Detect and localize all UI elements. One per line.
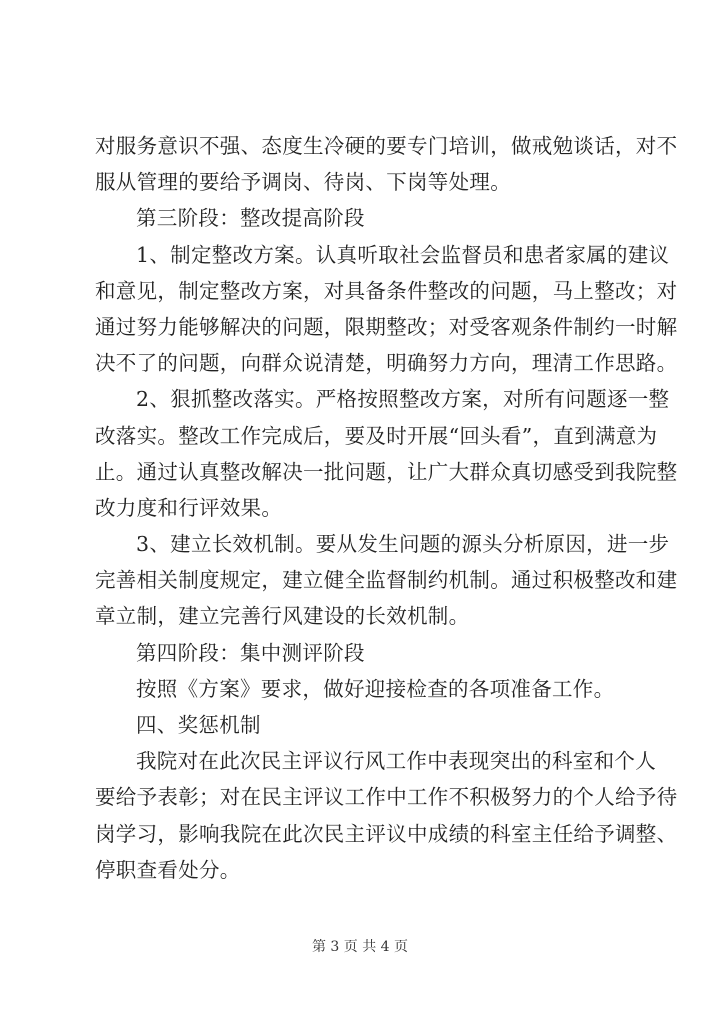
text-line: 改力度和行评效果。 [95,495,283,520]
text-line: 3、建立长效机制。要从发生问题的源头分析原因，进一步 [136,532,670,557]
text-line: 和意见，制定整改方案，对具备条件整改的问题，马上整改；对 [95,278,678,303]
text-line: 岗学习，影响我院在此次民主评议中成绩的科室主任给予调整、 [95,821,678,846]
text-line: 2、狠抓整改落实。严格按照整改方案，对所有问题逐一整 [136,387,670,412]
section-heading: 第三阶段：整改提高阶段 [136,206,365,231]
page-number: 第 3 页 共 4 页 [311,939,409,955]
section-heading: 四、奖惩机制 [136,713,261,737]
text-line: 要给予表彰；对在民主评议工作中工作不积极努力的个人给予待 [95,785,678,810]
text-line: 停职查看处分。 [95,857,241,882]
section-heading: 第四阶段：集中测评阶段 [136,640,365,665]
text-line: 对服务意识不强、态度生冷硬的要专门培训，做戒勉谈话，对不 [95,134,678,158]
text-line: 1、制定整改方案。认真听取社会监督员和患者家属的建议 [136,242,670,267]
text-line: 按照《方案》要求，做好迎接检查的各项准备工作。 [136,676,615,701]
text-line: 我院对在此次民主评议行风工作中表现突出的科室和个人 [136,749,656,774]
text-line: 通过努力能够解决的问题，限期整改；对受客观条件制约一时解 [95,314,678,339]
text-line: 决不了的问题，向群众说清楚，明确努力方向，理清工作思路。 [95,351,678,376]
text-line: 完善相关制度规定，建立健全监督制约机制。通过积极整改和建 [95,568,678,593]
text-line: 章立制，建立完善行风建设的长效机制。 [95,604,470,629]
text-line: 服从管理的要给予调岗、待岗、下岗等处理。 [95,170,511,195]
text-line: 止。通过认真整改解决一批问题，让广大群众真切感受到我院整 [95,459,678,484]
body-text [95,128,678,888]
text-line: 改落实。整改工作完成后，要及时开展“回头看”，直到满意为 [95,423,658,448]
